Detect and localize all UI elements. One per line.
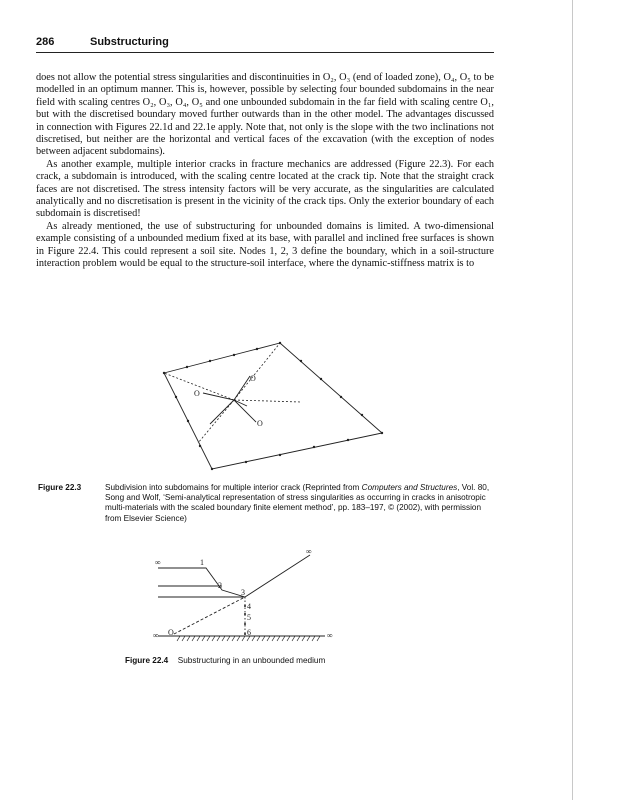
body-text: [36, 72, 494, 271]
paragraph: does not allow the potential stress singularities and discontinuities in O₂, O₃ (end of loaded zone), O₄, O₅ to be modelled in an optimum manner. This is, however, possible by selecting four bounded subdomains in the near field with scaling centres O₂, O₃, O₄, O₅ and one unbounded subdomain in the far field with scaling centre O₁, but with the discretised boundary moved further outwards than in the other model. The advantages discussed in connection with Figures 22.1d and 22.1e apply. Note that, not only is the slope with the two inclinations not discretised, but neither are the horizontal and vertical faces of the excavation (with the exception of nodes between adjacent subdomains).: [36, 72, 494, 158]
caption-text: Subdivision into subdomains for multiple interior crack (Reprinted from: [105, 483, 362, 492]
infinity-symbol: ∞: [153, 631, 159, 640]
infinity-symbol: ∞: [327, 631, 333, 640]
node-label: 6: [247, 628, 251, 637]
caption-text: , Vol. 80, Song and Wolf, ‘Semi-analytical representation of stress singularities as occurring in cracks in anisotropic multi-materials with the scaled boundary finite element method’, pp. 183–197, © (2002), with permission from Elsevier Science): [105, 483, 490, 523]
crack-tip-label: O: [250, 374, 256, 383]
figure-22-3-drawing: [150, 340, 450, 480]
page-number: 286: [36, 36, 55, 48]
paragraph: As another example, multiple interior cracks in fracture mechanics are addressed (Figure 22.3). For each crack, a subdomain is introduced, with the scaling centre located at the crack tip. Note that the straight crack faces are not discretised. The stress intensity factors will be very accurate, as the singularities are calculated analytically and no discretisation is present in the vicinity of the crack tips. Only the exterior boundary of each subdomain is discretised!: [36, 158, 494, 220]
running-title: Substructuring: [90, 36, 169, 48]
node-label: 2: [218, 581, 222, 590]
origin-label: O: [168, 628, 174, 637]
figure-label: Figure 22.3: [38, 483, 82, 492]
figure-label: Figure 22.4: [125, 656, 169, 665]
figure-22-4-drawing: [150, 546, 350, 646]
header-rule: [36, 52, 494, 53]
infinity-symbol: ∞: [155, 558, 161, 567]
caption-text: Substructuring in an unbounded medium: [177, 656, 326, 665]
figure-22-3-caption: [38, 483, 498, 524]
infinity-symbol: ∞: [306, 547, 312, 556]
node-label: 1: [200, 558, 204, 567]
crack-tip-label: O: [194, 389, 200, 398]
node-label: 3: [241, 588, 245, 597]
subdomain-boundary: [164, 343, 382, 469]
node-label: 4: [247, 602, 251, 611]
paragraph: As already mentioned, the use of substructuring for unbounded domains is limited. A two-dimensional example consisting of a unbounded medium fixed at its base, with parallel and inclined free surfaces is shown in Figure 22.4. This could represent a soil site. Nodes 1, 2, 3 define the boundary, which in a soil-structure interaction problem would be equal to the structure-soil interface, where the dynamic-stiffness matrix is to: [36, 220, 494, 270]
node-label: 5: [247, 613, 251, 622]
viewer-right-margin: [572, 0, 617, 800]
figure-22-4-caption: [125, 656, 485, 666]
caption-journal: Computers and Structures: [361, 483, 458, 492]
crack-tip-label: O: [257, 419, 263, 428]
